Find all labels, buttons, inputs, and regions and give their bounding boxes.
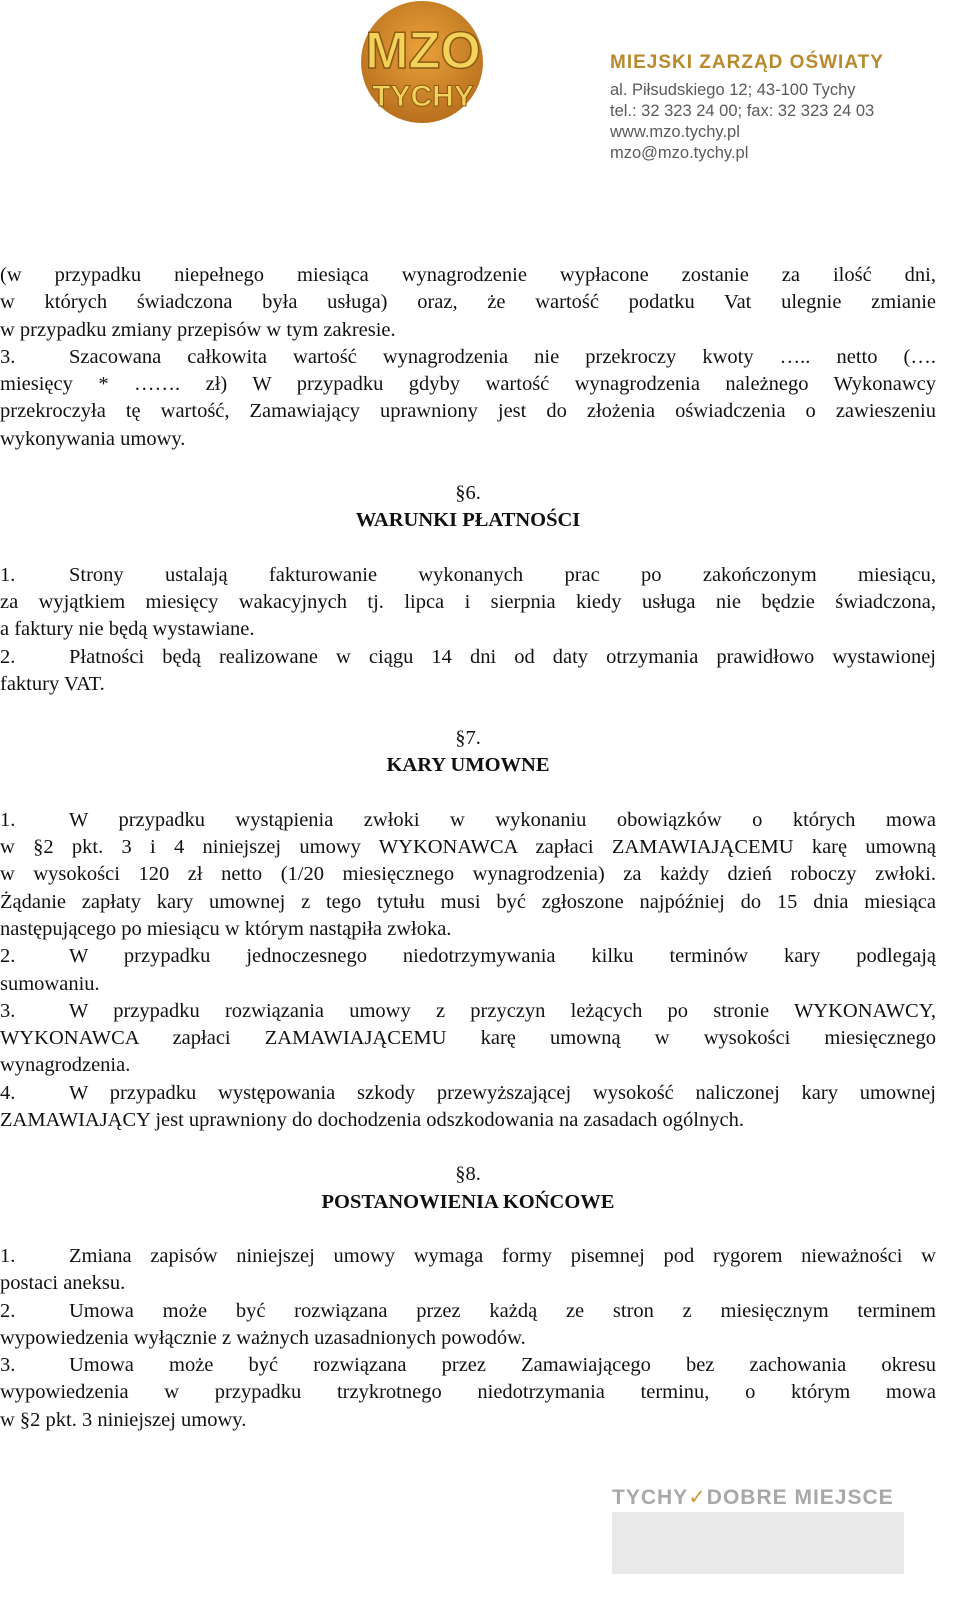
list-item-line: wypowiedzenia wyłącznie z ważnych uzasadnionych powodów. bbox=[0, 1326, 526, 1349]
section-number: §7. bbox=[455, 727, 481, 750]
item-number: 2. bbox=[0, 645, 16, 668]
list-item bbox=[0, 1352, 936, 1379]
document-body bbox=[0, 262, 936, 1434]
intro-line: (w przypadku niepełnego miesiąca wynagrodzenie wypłacone zostanie za ilość dni, bbox=[0, 264, 936, 286]
slogan-right: DOBRE MIEJSCE bbox=[706, 1486, 894, 1509]
org-website: www.mzo.tychy.pl bbox=[610, 123, 740, 141]
item-number: 3. bbox=[0, 999, 16, 1022]
item-number: 1. bbox=[0, 1244, 16, 1267]
list-item bbox=[0, 1080, 936, 1107]
item-text: W przypadku jednoczesnego niedotrzymywania kilku terminów kary podlegają bbox=[69, 945, 936, 968]
intro-line: w których świadczona była usługa) oraz, że wartość podatku Vat ulegnie zmianie bbox=[0, 291, 936, 314]
item-number: 2. bbox=[0, 945, 16, 968]
list-item bbox=[0, 1243, 936, 1270]
item-number: 3. bbox=[0, 1354, 16, 1377]
list-item-line: a faktury nie będą wystawiane. bbox=[0, 618, 255, 641]
item-text: W przypadku występowania szkody przewyższającej wysokość naliczonej kary umownej bbox=[69, 1081, 936, 1104]
org-email: mzo@mzo.tychy.pl bbox=[610, 144, 749, 162]
list-item bbox=[0, 562, 936, 589]
mzo-logo bbox=[348, 0, 498, 128]
list-item-line: Żądanie zapłaty kary umownej z tego tytułu musi być zgłoszone najpóźniej do 15 dnia miesiąca bbox=[0, 890, 936, 913]
list-item-line: w wysokości 120 zł netto (1/20 miesięcznego wynagrodzenia) za każdy dzień roboczy zwłoki. bbox=[0, 863, 936, 886]
checkmark-icon: ✓ bbox=[688, 1486, 707, 1509]
item-text: Umowa może być rozwiązana przez każdą ze stron z miesięcznym terminem bbox=[69, 1299, 936, 1322]
item-text: W przypadku rozwiązania umowy z przyczyn leżących po stronie WYKONAWCY, bbox=[69, 999, 936, 1022]
list-item-line: wynagrodzenia. bbox=[0, 1054, 131, 1077]
item-text: Zmiana zapisów niniejszej umowy wymaga formy pisemnej pod rygorem nieważności w bbox=[69, 1244, 936, 1267]
section-title: KARY UMOWNE bbox=[386, 754, 550, 777]
item-number: 1. bbox=[0, 563, 16, 586]
list-item bbox=[0, 807, 936, 834]
list-item bbox=[0, 644, 936, 671]
list-item bbox=[0, 344, 936, 371]
intro-line: w przypadku zmiany przepisów w tym zakresie. bbox=[0, 318, 396, 341]
item-text: Strony ustalają fakturowanie wykonanych prac po zakończonym miesiącu, bbox=[69, 563, 936, 586]
org-name: MIEJSKI ZARZĄD OŚWIATY bbox=[610, 52, 884, 73]
list-item-line: w §2 pkt. 3 i 4 niniejszej umowy WYKONAWCA zapłaci ZAMAWIAJĄCEMU karę umowną bbox=[0, 836, 936, 859]
item-number: 3. bbox=[0, 345, 16, 368]
list-item-line: przekroczyła tę wartość, Zamawiający uprawniony jest do złożenia oświadczenia o zawieszeniu bbox=[0, 400, 936, 423]
list-item bbox=[0, 943, 936, 970]
list-item-line: ZAMAWIAJĄCY jest uprawniony do dochodzenia odszkodowania na zasadach ogólnych. bbox=[0, 1109, 744, 1132]
org-contact-block bbox=[610, 52, 884, 164]
item-number: 1. bbox=[0, 808, 16, 831]
item-text: Szacowana całkowita wartość wynagrodzenia nie przekroczy kwoty ….. netto (…. bbox=[69, 345, 936, 368]
section-number: §6. bbox=[455, 482, 481, 505]
item-text: Płatności będą realizowane w ciągu 14 dni od daty otrzymania prawidłowo wystawionej bbox=[69, 645, 936, 668]
section-title: WARUNKI PŁATNOŚCI bbox=[355, 509, 581, 532]
list-item bbox=[0, 1298, 936, 1325]
logo-text-top: MZO bbox=[365, 22, 481, 80]
list-item-line: w §2 pkt. 3 niniejszej umowy. bbox=[0, 1408, 247, 1431]
slogan-left: TYCHY bbox=[612, 1486, 689, 1509]
item-text: Umowa może być rozwiązana przez Zamawiającego bez zachowania okresu bbox=[69, 1354, 936, 1377]
section-number: §8. bbox=[455, 1163, 481, 1186]
list-item-line: WYKONAWCA zapłaci ZAMAWIAJĄCEMU karę umowną w wysokości miesięcznego bbox=[0, 1027, 936, 1050]
list-item-line: za wyjątkiem miesięcy wakacyjnych tj. lipca i sierpnia kiedy usługa nie będzie świadczona, bbox=[0, 590, 936, 613]
list-item-line: postaci aneksu. bbox=[0, 1272, 126, 1295]
slogan-bar bbox=[612, 1512, 904, 1574]
list-item-line: miesięcy * ……. zł) W przypadku gdyby wartość wynagrodzenia należnego Wykonawcy bbox=[0, 373, 936, 396]
list-item-line: wykonywania umowy. bbox=[0, 427, 186, 450]
list-item-line: wypowiedzenia w przypadku trzykrotnego niedotrzymania terminu, o którym mowa bbox=[0, 1381, 936, 1404]
footer-slogan bbox=[612, 1484, 904, 1574]
list-item-line: faktury VAT. bbox=[0, 672, 105, 695]
logo-text-bottom: TYCHY bbox=[372, 80, 474, 113]
list-item bbox=[0, 998, 936, 1025]
list-item-line: następującego po miesiącu w którym nastąpiła zwłoka. bbox=[0, 917, 452, 940]
item-number: 4. bbox=[0, 1081, 16, 1104]
section-title: POSTANOWIENIA KOŃCOWE bbox=[321, 1190, 615, 1213]
org-phone: tel.: 32 323 24 00; fax: 32 323 24 03 bbox=[610, 102, 875, 120]
org-address: al. Piłsudskiego 12; 43-100 Tychy bbox=[610, 81, 856, 99]
item-number: 2. bbox=[0, 1299, 16, 1322]
item-text: W przypadku wystąpienia zwłoki w wykonaniu obowiązków o których mowa bbox=[69, 808, 936, 831]
list-item-line: sumowaniu. bbox=[0, 972, 100, 995]
